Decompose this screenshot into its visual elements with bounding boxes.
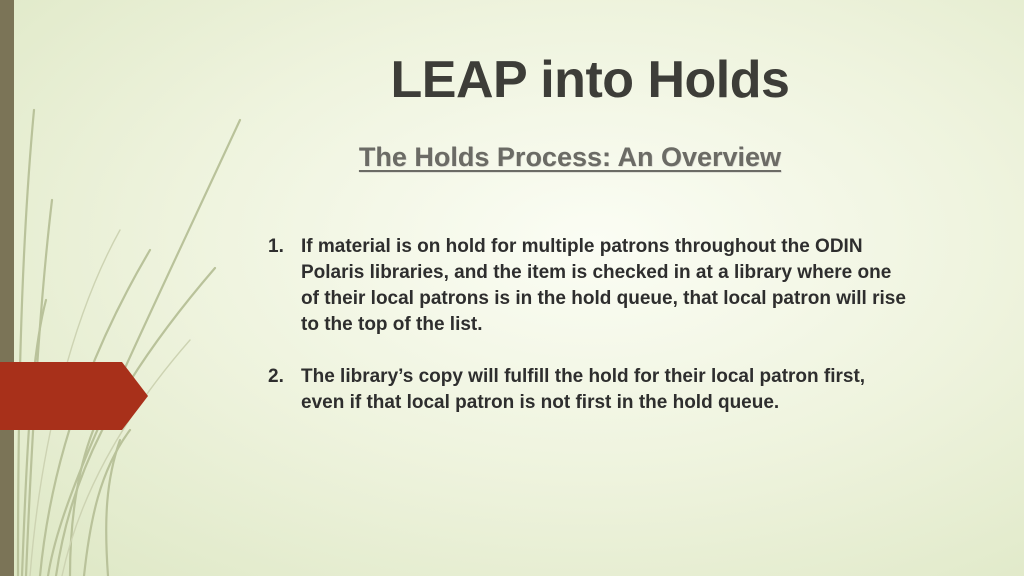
grass-decoration xyxy=(0,0,260,576)
list-item xyxy=(268,234,908,338)
numbered-list xyxy=(268,234,908,442)
slide-subtitle-text: The Holds Process: An Overview xyxy=(358,142,782,172)
list-item-text: The library’s copy will fulfill the hold for their local patron first, even if that local patron is not first in the hold queue. xyxy=(301,366,866,413)
list-item-number: 1. xyxy=(268,236,284,257)
slide-title: LEAP into Holds xyxy=(390,51,790,109)
list-item xyxy=(268,364,908,416)
list-item-number: 2. xyxy=(268,366,284,387)
list-item-text: If material is on hold for multiple patrons throughout the ODIN Polaris libraries, and the item is checked in at a library where one of their local patrons is in the hold queue, that local patron will rise to the top of the list. xyxy=(301,236,906,335)
slide-subtitle xyxy=(250,142,890,173)
accent-arrow-shape xyxy=(0,362,148,430)
